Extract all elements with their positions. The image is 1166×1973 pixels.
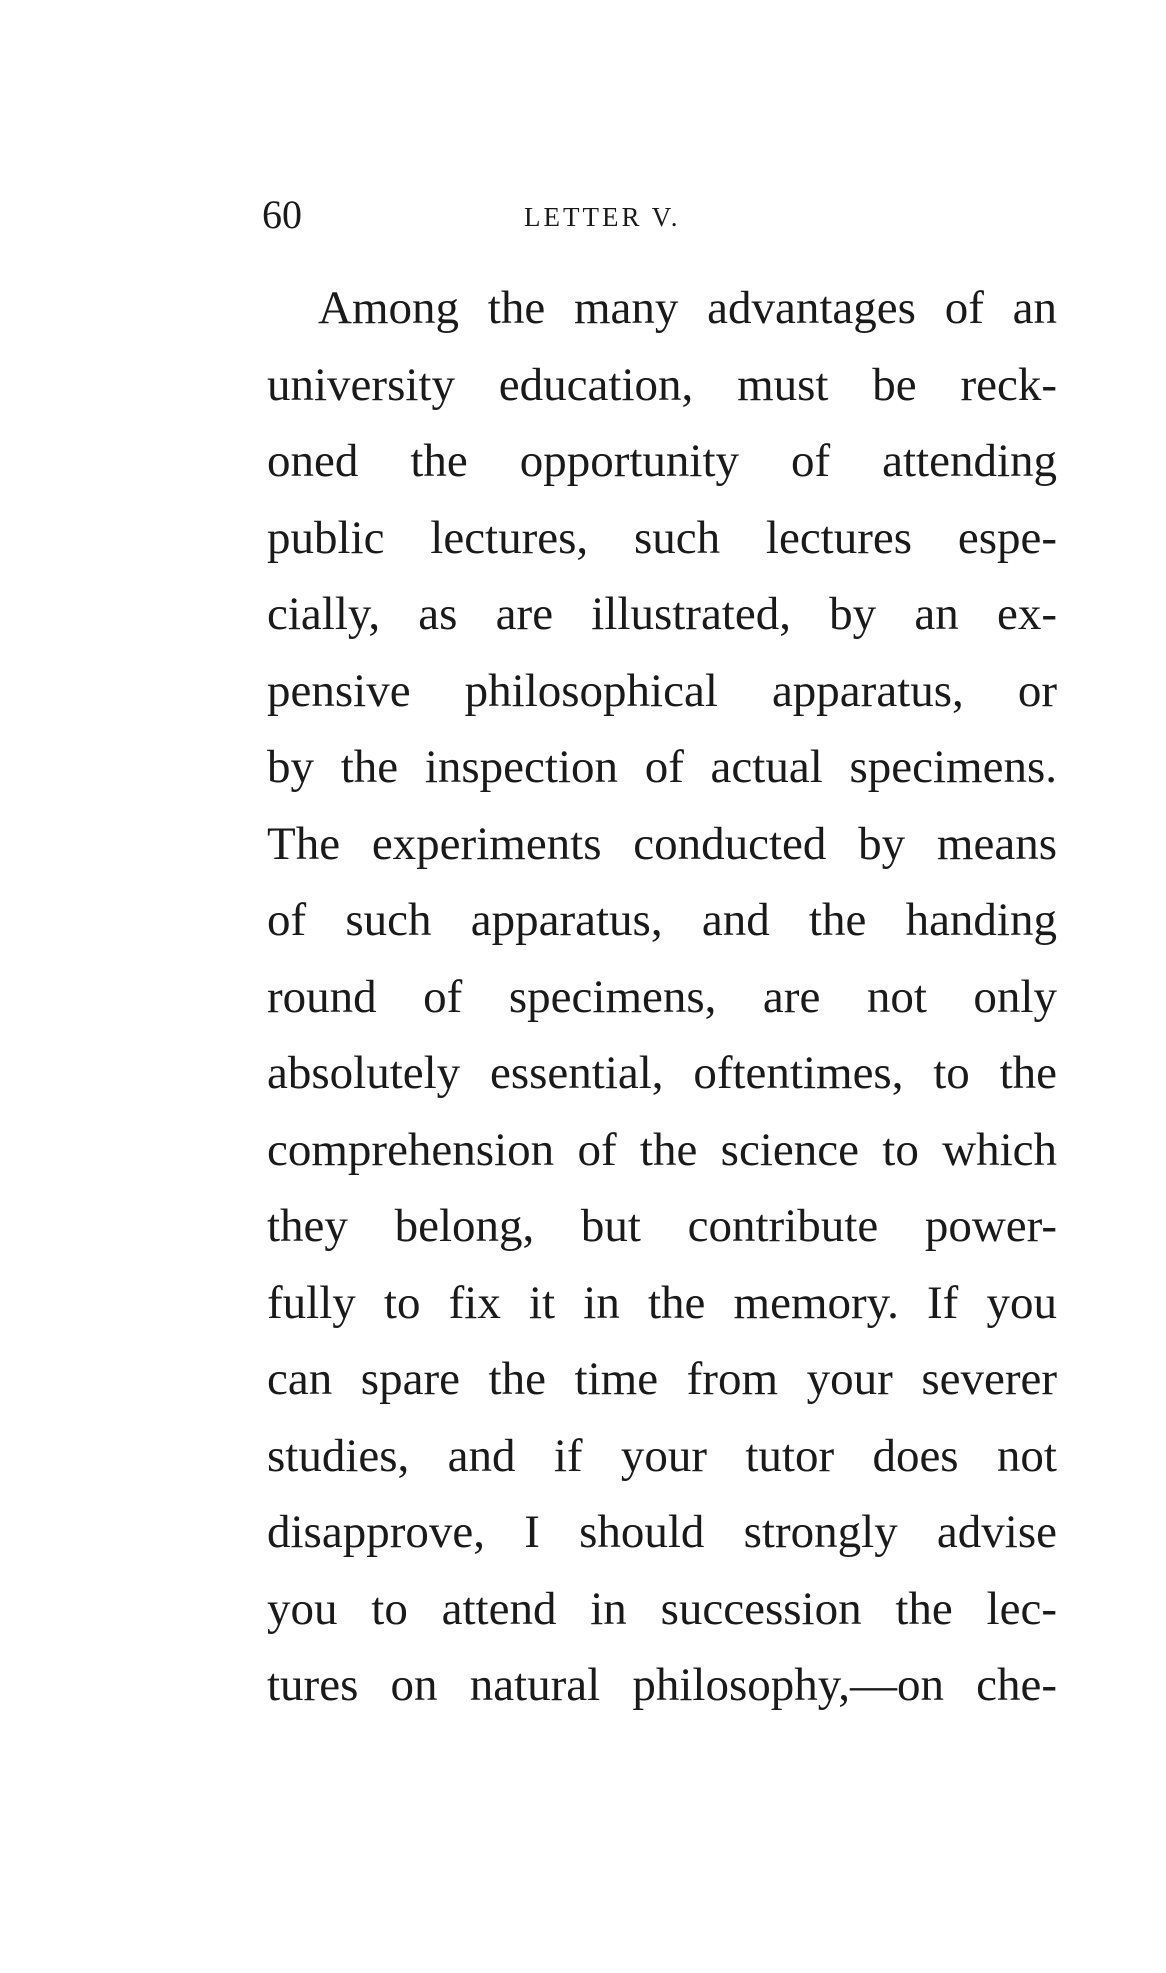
text-line: studies, and if your tutor does not bbox=[267, 1429, 1057, 1482]
page-number: 60 bbox=[262, 192, 302, 237]
text-line: comprehension of the science to which bbox=[267, 1123, 1057, 1176]
text-line: by the inspection of actual specimens. bbox=[267, 741, 1057, 793]
running-head bbox=[262, 190, 1052, 240]
text-line: The experiments conducted by means bbox=[267, 817, 1057, 870]
text-line: public lectures, such lectures espe- bbox=[267, 511, 1057, 564]
text-line: you to attend in succession the lec- bbox=[267, 1582, 1057, 1635]
text-line: pensive philosophical apparatus, or bbox=[267, 664, 1057, 717]
text-line: disapprove, I should strongly advise bbox=[267, 1506, 1057, 1558]
text-line: Among the many advantages of an bbox=[318, 282, 1057, 334]
text-line: cially, as are illustrated, by an ex- bbox=[267, 588, 1057, 640]
text-line: oned the opportunity of attending bbox=[267, 435, 1057, 487]
text-line: absolutely essential, oftentimes, to the bbox=[267, 1047, 1057, 1099]
body-text bbox=[267, 270, 1057, 1724]
text-line: university education, must be reck- bbox=[267, 358, 1057, 411]
text-line: fully to fix it in the memory. If you bbox=[267, 1276, 1057, 1329]
text-line: can spare the time from your severer bbox=[267, 1353, 1057, 1405]
text-line: they belong, but contribute power- bbox=[267, 1200, 1057, 1252]
text-line: of such apparatus, and the handing bbox=[267, 894, 1057, 946]
text-line: round of specimens, are not only bbox=[267, 970, 1057, 1023]
running-title: LETTER V. bbox=[524, 202, 681, 232]
text-line: tures on natural philosophy,—on che- bbox=[267, 1659, 1057, 1711]
